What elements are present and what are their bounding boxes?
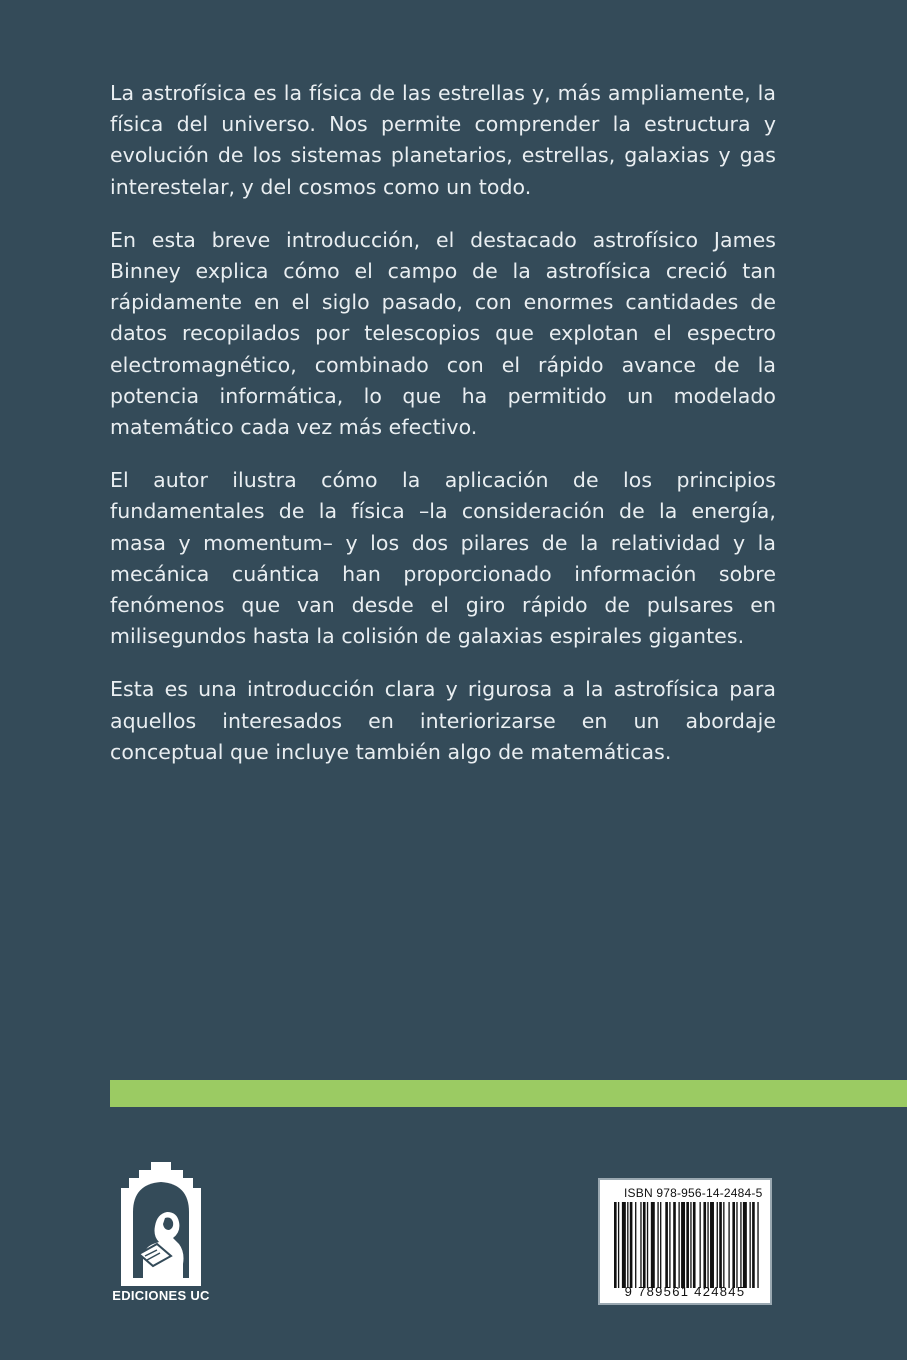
barcode-bar [665,1202,668,1288]
barcode-bar [643,1202,646,1288]
publisher-logo [113,1160,209,1306]
barcode-bar [736,1202,737,1288]
paragraph-intro: La astrofísica es la física de las estrellas y, más ampliamente, la física del universo. Nos permite comprender la estructura y evolución de los sistemas planetarios, estrellas, galaxias y gas interestelar, y del cosmos como un todo. [110,81,776,199]
barcode-bar [635,1202,636,1288]
barcode-bar [647,1202,648,1288]
barcode-bar [614,1202,617,1288]
publisher-emblem-icon [113,1160,209,1290]
barcode-bar [630,1202,633,1288]
isbn-label: ISBN 978-956-14-2484-5 [624,1186,763,1200]
barcode-bar [622,1202,626,1288]
barcode-bar [678,1202,679,1288]
barcode-bar [651,1202,655,1288]
barcode-bar [703,1202,706,1288]
barcode-bar [710,1202,714,1288]
barcode-bar [707,1202,708,1288]
barcode-bar [717,1202,718,1288]
barcode-bar [693,1202,696,1288]
barcode-bar [749,1202,750,1288]
paragraph-physics-principles: El autor ilustra cómo la aplicación de los principios fundamentales de la física –la consideración de la energía, masa y momentum– y los dos pilares de la relatividad y la mecánica cuántica han proporcionado información sobre fenómenos que van desde el giro rápido de pulsares en milisegundos hasta la colisión de galaxias espirales gigantes. [110,468,776,649]
barcode-bar [660,1202,661,1288]
barcode-bar [700,1202,701,1288]
barcode-bars [614,1202,760,1288]
publisher-name: EDICIONES UC [112,1288,210,1303]
isbn-barcode [598,1178,772,1305]
paragraph-author-overview: En esta breve introducción, el destacado astrofísico James Binney explica cómo el campo de la astrofísica creció tan rápidamente en el siglo pasado, con enormes cantidades de datos recopilados por telescopios que explotan el espectro electromagnético, combinado con el rápido avance de la potencia informática, lo que ha permitido un modelado matemático cada vez más efectivo. [110,227,776,440]
barcode-bar [740,1202,741,1288]
back-cover-text [110,78,776,790]
barcode-bar [673,1202,676,1288]
barcode-bar [627,1202,628,1288]
barcode-bar [732,1202,735,1288]
barcode-bar [690,1202,691,1288]
barcode-bar [743,1202,747,1288]
barcode-bar [640,1202,641,1288]
paragraph-summary: Esta es una introducción clara y rigurosa a la astrofísica para aquellos interesados en interiorizarse en un abordaje conceptual que incluye también algo de matemáticas. [110,677,776,764]
barcode-bar [618,1202,619,1288]
barcode-bar [686,1202,689,1288]
barcode-bar [728,1202,729,1288]
barcode-bar [669,1202,670,1288]
barcode-bar [723,1202,724,1288]
barcode-bar [752,1202,755,1288]
barcode-bar [681,1202,685,1288]
barcode-bar [757,1202,758,1288]
barcode-bar [657,1202,658,1288]
barcode-bar [719,1202,722,1288]
accent-bar [110,1080,907,1107]
barcode-digits: 9 789561 424845 [624,1284,746,1299]
